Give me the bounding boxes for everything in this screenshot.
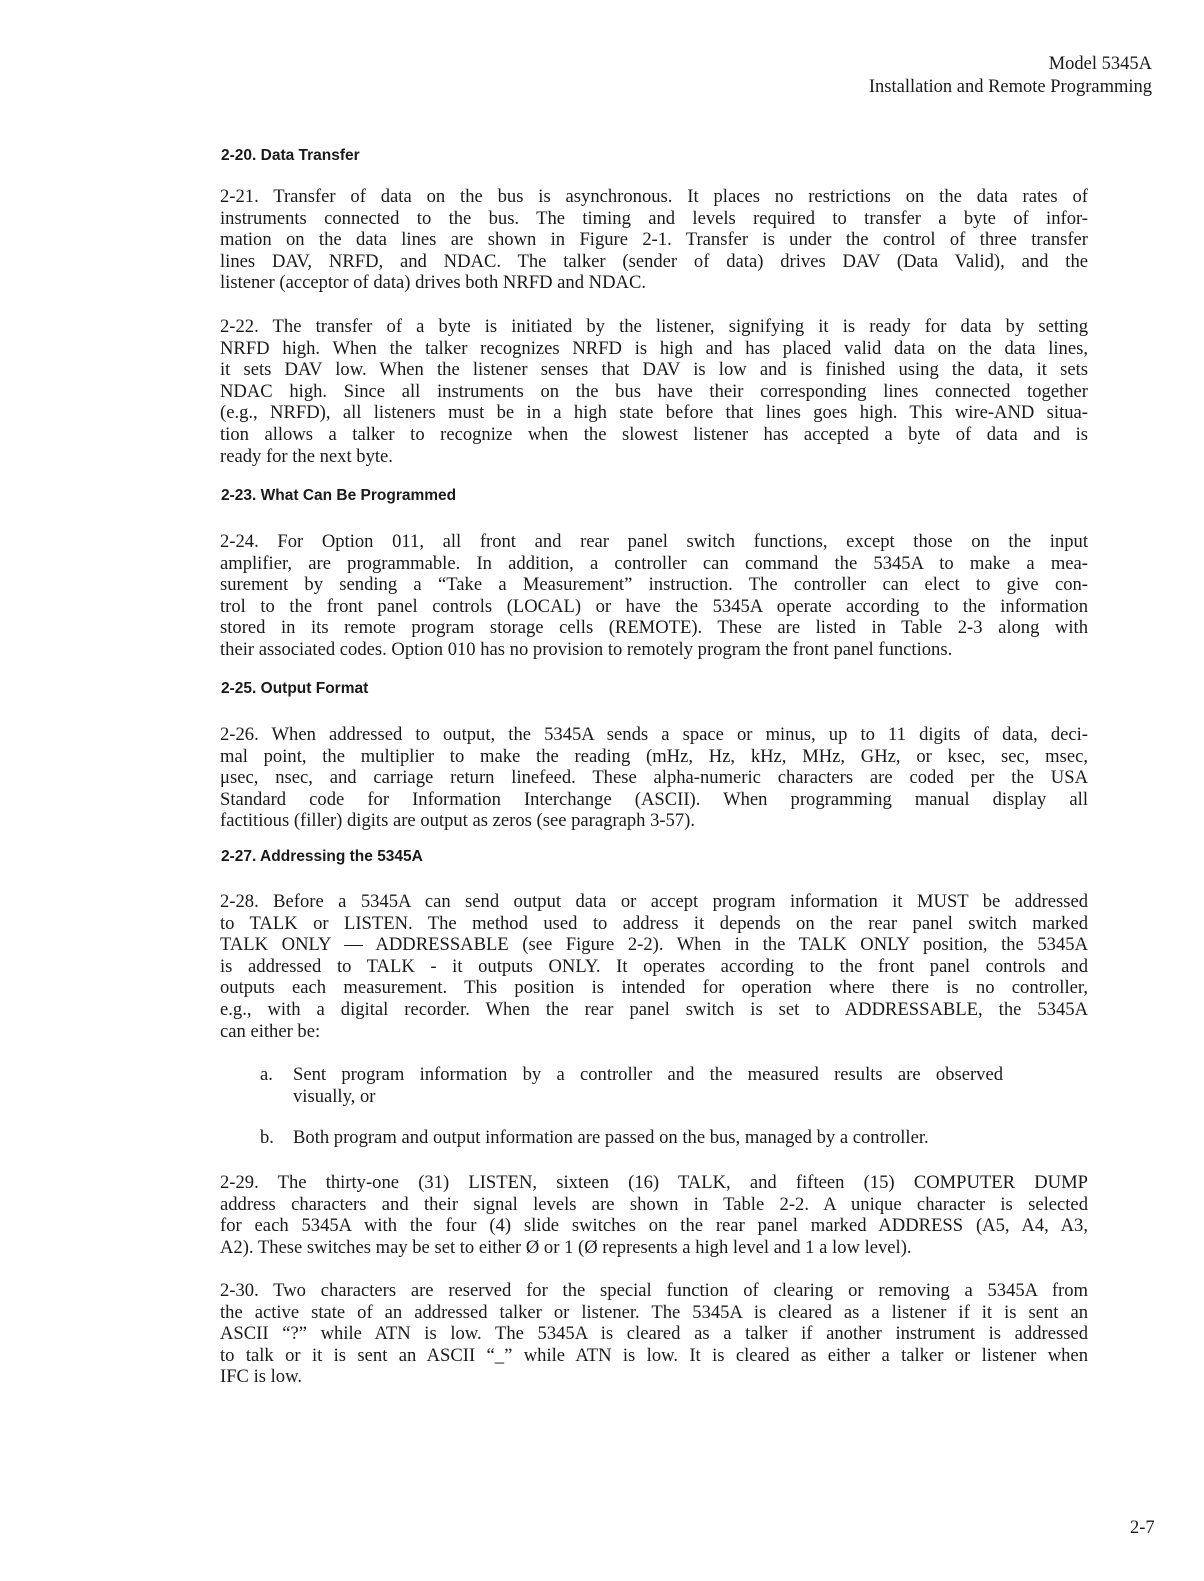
text-line: 2-21. Transfer of data on the bus is asynchronous. It places no restrictions on the data rates of <box>220 186 1088 207</box>
text-line: ASCII “?” while ATN is low. The 5345A is cleared as a talker if another instrument is addressed <box>220 1323 1088 1345</box>
list-item <box>293 1127 1003 1149</box>
text-line: to talk or it is sent an ASCII “_” while ATN is low. It is cleared as either a talker or listener when <box>220 1344 1088 1366</box>
text-line: surement by sending a “Take a Measurement” instruction. The controller can elect to give con- <box>220 574 1088 596</box>
text-line: 2-29. The thirty-one (31) LISTEN, sixteen (16) TALK, and fifteen (15) COMPUTER DUMP <box>220 1172 1088 1193</box>
text-line: A2). These switches may be set to either Ø or 1 (Ø represents a high level and 1 a low level). <box>220 1236 912 1258</box>
text-line: address characters and their signal levels are shown in Table 2-2. A unique character is selected <box>220 1193 1088 1215</box>
text-line: visually, or <box>293 1085 376 1107</box>
text-line: Sent program information by a controller and the measured results are observed <box>293 1064 1003 1085</box>
section-heading: 2-23. What Can Be Programmed <box>221 487 457 504</box>
list-item <box>293 1064 1003 1107</box>
text-line: mation on the data lines are shown in Figure 2-1. Transfer is under the control of three transfer <box>220 229 1088 251</box>
text-line: it sets DAV low. When the listener senses that DAV is low and is finished using the data, it sets <box>220 359 1088 381</box>
text-line: 2-26. When addressed to output, the 5345A sends a space or minus, up to 11 digits of data, deci- <box>220 724 1088 745</box>
text-line: 2-30. Two characters are reserved for the special function of clearing or removing a 5345A from <box>220 1280 1088 1301</box>
text-line: NRFD high. When the talker recognizes NRFD is high and has placed valid data on the data lines, <box>220 337 1088 359</box>
text-line: is addressed to TALK - it outputs ONLY. It operates according to the front panel controls and <box>220 955 1088 977</box>
text-line: e.g., with a digital recorder. When the rear panel switch is set to ADDRESSABLE, the 5345A <box>220 998 1088 1020</box>
text-line: their associated codes. Option 010 has no provision to remotely program the front panel functions. <box>220 638 953 660</box>
text-line: instruments connected to the bus. The timing and levels required to transfer a byte of infor- <box>220 207 1088 229</box>
text-line: stored in its remote program storage cells (REMOTE). These are listed in Table 2-3 along with <box>220 617 1088 639</box>
text-line: for each 5345A with the four (4) slide switches on the rear panel marked ADDRESS (A5, A4, A3, <box>220 1215 1088 1237</box>
text-line: trol to the front panel controls (LOCAL) or have the 5345A operate according to the information <box>220 595 1088 617</box>
text-line: 2-28. Before a 5345A can send output data or accept program information it MUST be addressed <box>220 891 1088 912</box>
text-line: tion allows a talker to recognize when the slowest listener has accepted a byte of data and is <box>220 423 1088 445</box>
paragraph <box>220 186 1088 294</box>
section-heading: 2-20. Data Transfer <box>221 147 360 164</box>
text-line: 2-24. For Option 011, all front and rear panel switch functions, except those on the input <box>220 531 1088 552</box>
text-line: can either be: <box>220 1020 321 1042</box>
text-line: 2-22. The transfer of a byte is initiated by the listener, signifying it is ready for data by setting <box>220 316 1088 337</box>
section-heading: 2-27. Addressing the 5345A <box>221 848 423 865</box>
text-line: (e.g., NRFD), all listeners must be in a high state before that lines goes high. This wire-AND situa- <box>220 402 1088 424</box>
page-number: 2-7 <box>1130 1518 1155 1538</box>
text-line: Both program and output information are passed on the bus, managed by a controller. <box>293 1127 929 1148</box>
text-line: Standard code for Information Interchange (ASCII). When programming manual display all <box>220 788 1088 810</box>
header-section: Installation and Remote Programming <box>868 77 1152 97</box>
text-line: the active state of an addressed talker or listener. The 5345A is cleared as a listener if it is sent an <box>220 1301 1088 1323</box>
text-line: mal point, the multiplier to make the reading (mHz, Hz, kHz, MHz, GHz, or ksec, sec, msec, <box>220 745 1088 767</box>
header-model: Model 5345A <box>1048 54 1152 74</box>
text-line: to TALK or LISTEN. The method used to address it depends on the rear panel switch marked <box>220 912 1088 934</box>
list-marker: a. <box>260 1064 273 1085</box>
text-line: NDAC high. Since all instruments on the bus have their corresponding lines connected together <box>220 380 1088 402</box>
text-line: outputs each measurement. This position is intended for operation where there is no controller, <box>220 977 1088 999</box>
text-line: IFC is low. <box>220 1366 302 1388</box>
paragraph <box>220 724 1088 832</box>
text-line: lines DAV, NRFD, and NDAC. The talker (sender of data) drives DAV (Data Valid), and the <box>220 250 1088 272</box>
text-line: factitious (filler) digits are output as zeros (see paragraph 3-57). <box>220 810 695 832</box>
text-line: amplifier, are programmable. In addition, a controller can command the 5345A to make a mea- <box>220 552 1088 574</box>
text-line: ready for the next byte. <box>220 445 393 467</box>
paragraph <box>220 316 1088 467</box>
list-marker: b. <box>260 1127 274 1148</box>
paragraph <box>220 1172 1088 1258</box>
text-line: listener (acceptor of data) drives both NRFD and NDAC. <box>220 272 646 294</box>
paragraph <box>220 531 1088 661</box>
paragraph <box>220 1280 1088 1388</box>
text-line: μsec, nsec, and carriage return linefeed. These alpha-numeric characters are coded per the USA <box>220 767 1088 789</box>
paragraph <box>220 891 1088 1042</box>
text-line: TALK ONLY — ADDRESSABLE (see Figure 2-2). When in the TALK ONLY position, the 5345A <box>220 934 1088 956</box>
section-heading: 2-25. Output Format <box>221 680 369 697</box>
